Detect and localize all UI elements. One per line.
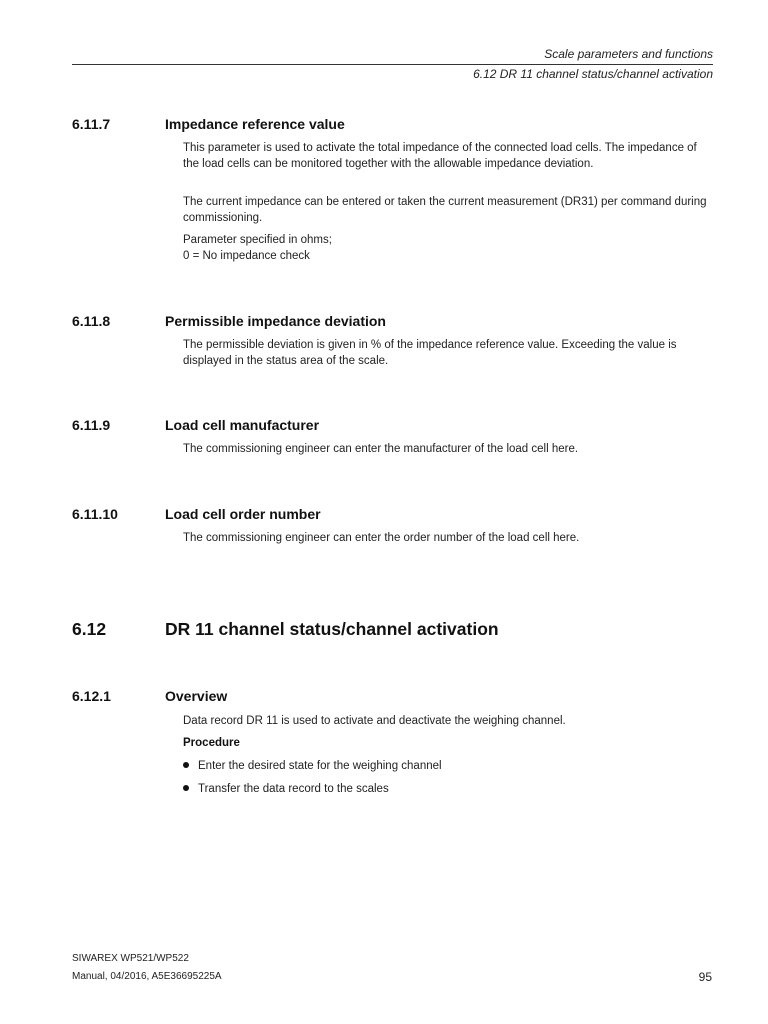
section-number: 6.11.9: [72, 417, 111, 433]
section-number: 6.11.8: [72, 313, 111, 329]
paragraph: Data record DR 11 is used to activate and deactivate the weighing channel.: [183, 715, 566, 727]
section-title: Load cell manufacturer: [165, 417, 320, 433]
list-item-text: Enter the desired state for the weighing channel: [198, 760, 442, 772]
bullet-icon: [183, 785, 189, 791]
running-header-chapter: Scale parameters and functions: [544, 47, 713, 61]
section-number: 6.11.10: [72, 506, 118, 522]
running-header-section: 6.12 DR 11 channel status/channel activation: [473, 67, 713, 81]
footer-product: SIWAREX WP521/WP522: [72, 953, 189, 964]
footer-manual-id: Manual, 04/2016, A5E36695225A: [72, 971, 222, 982]
section-title: DR 11 channel status/channel activation: [165, 619, 499, 639]
section-number: 6.12.1: [72, 688, 111, 704]
list-item: [183, 783, 389, 795]
paragraph: The permissible deviation is given in % of the impedance reference value. Exceeding the value is displayed in the status area of the scale.: [183, 339, 677, 367]
paragraph: The commissioning engineer can enter the order number of the load cell here.: [183, 532, 580, 544]
section-number: 6.12: [72, 619, 107, 639]
procedure-label: Procedure: [183, 737, 240, 749]
paragraph: The commissioning engineer can enter the manufacturer of the load cell here.: [183, 443, 579, 455]
section-title: Impedance reference value: [165, 116, 345, 132]
page-number: 95: [698, 970, 712, 984]
paragraph: Parameter specified in ohms;: [183, 234, 332, 246]
paragraph: This parameter is used to activate the total impedance of the connected load cells. The impedance of the load cells can be monitored together with the allowable impedance deviation.: [183, 142, 697, 170]
header-rule: [72, 64, 713, 65]
section-number: 6.11.7: [72, 116, 111, 132]
section-title: Load cell order number: [165, 506, 321, 522]
paragraph: 0 = No impedance check: [183, 250, 310, 262]
list-item-text: Transfer the data record to the scales: [198, 783, 389, 795]
paragraph: The current impedance can be entered or taken the current measurement (DR31) per command during commissioning.: [183, 196, 707, 224]
section-title: Overview: [165, 688, 228, 704]
list-item: [183, 760, 442, 772]
section-title: Permissible impedance deviation: [165, 313, 386, 329]
bullet-icon: [183, 762, 189, 768]
